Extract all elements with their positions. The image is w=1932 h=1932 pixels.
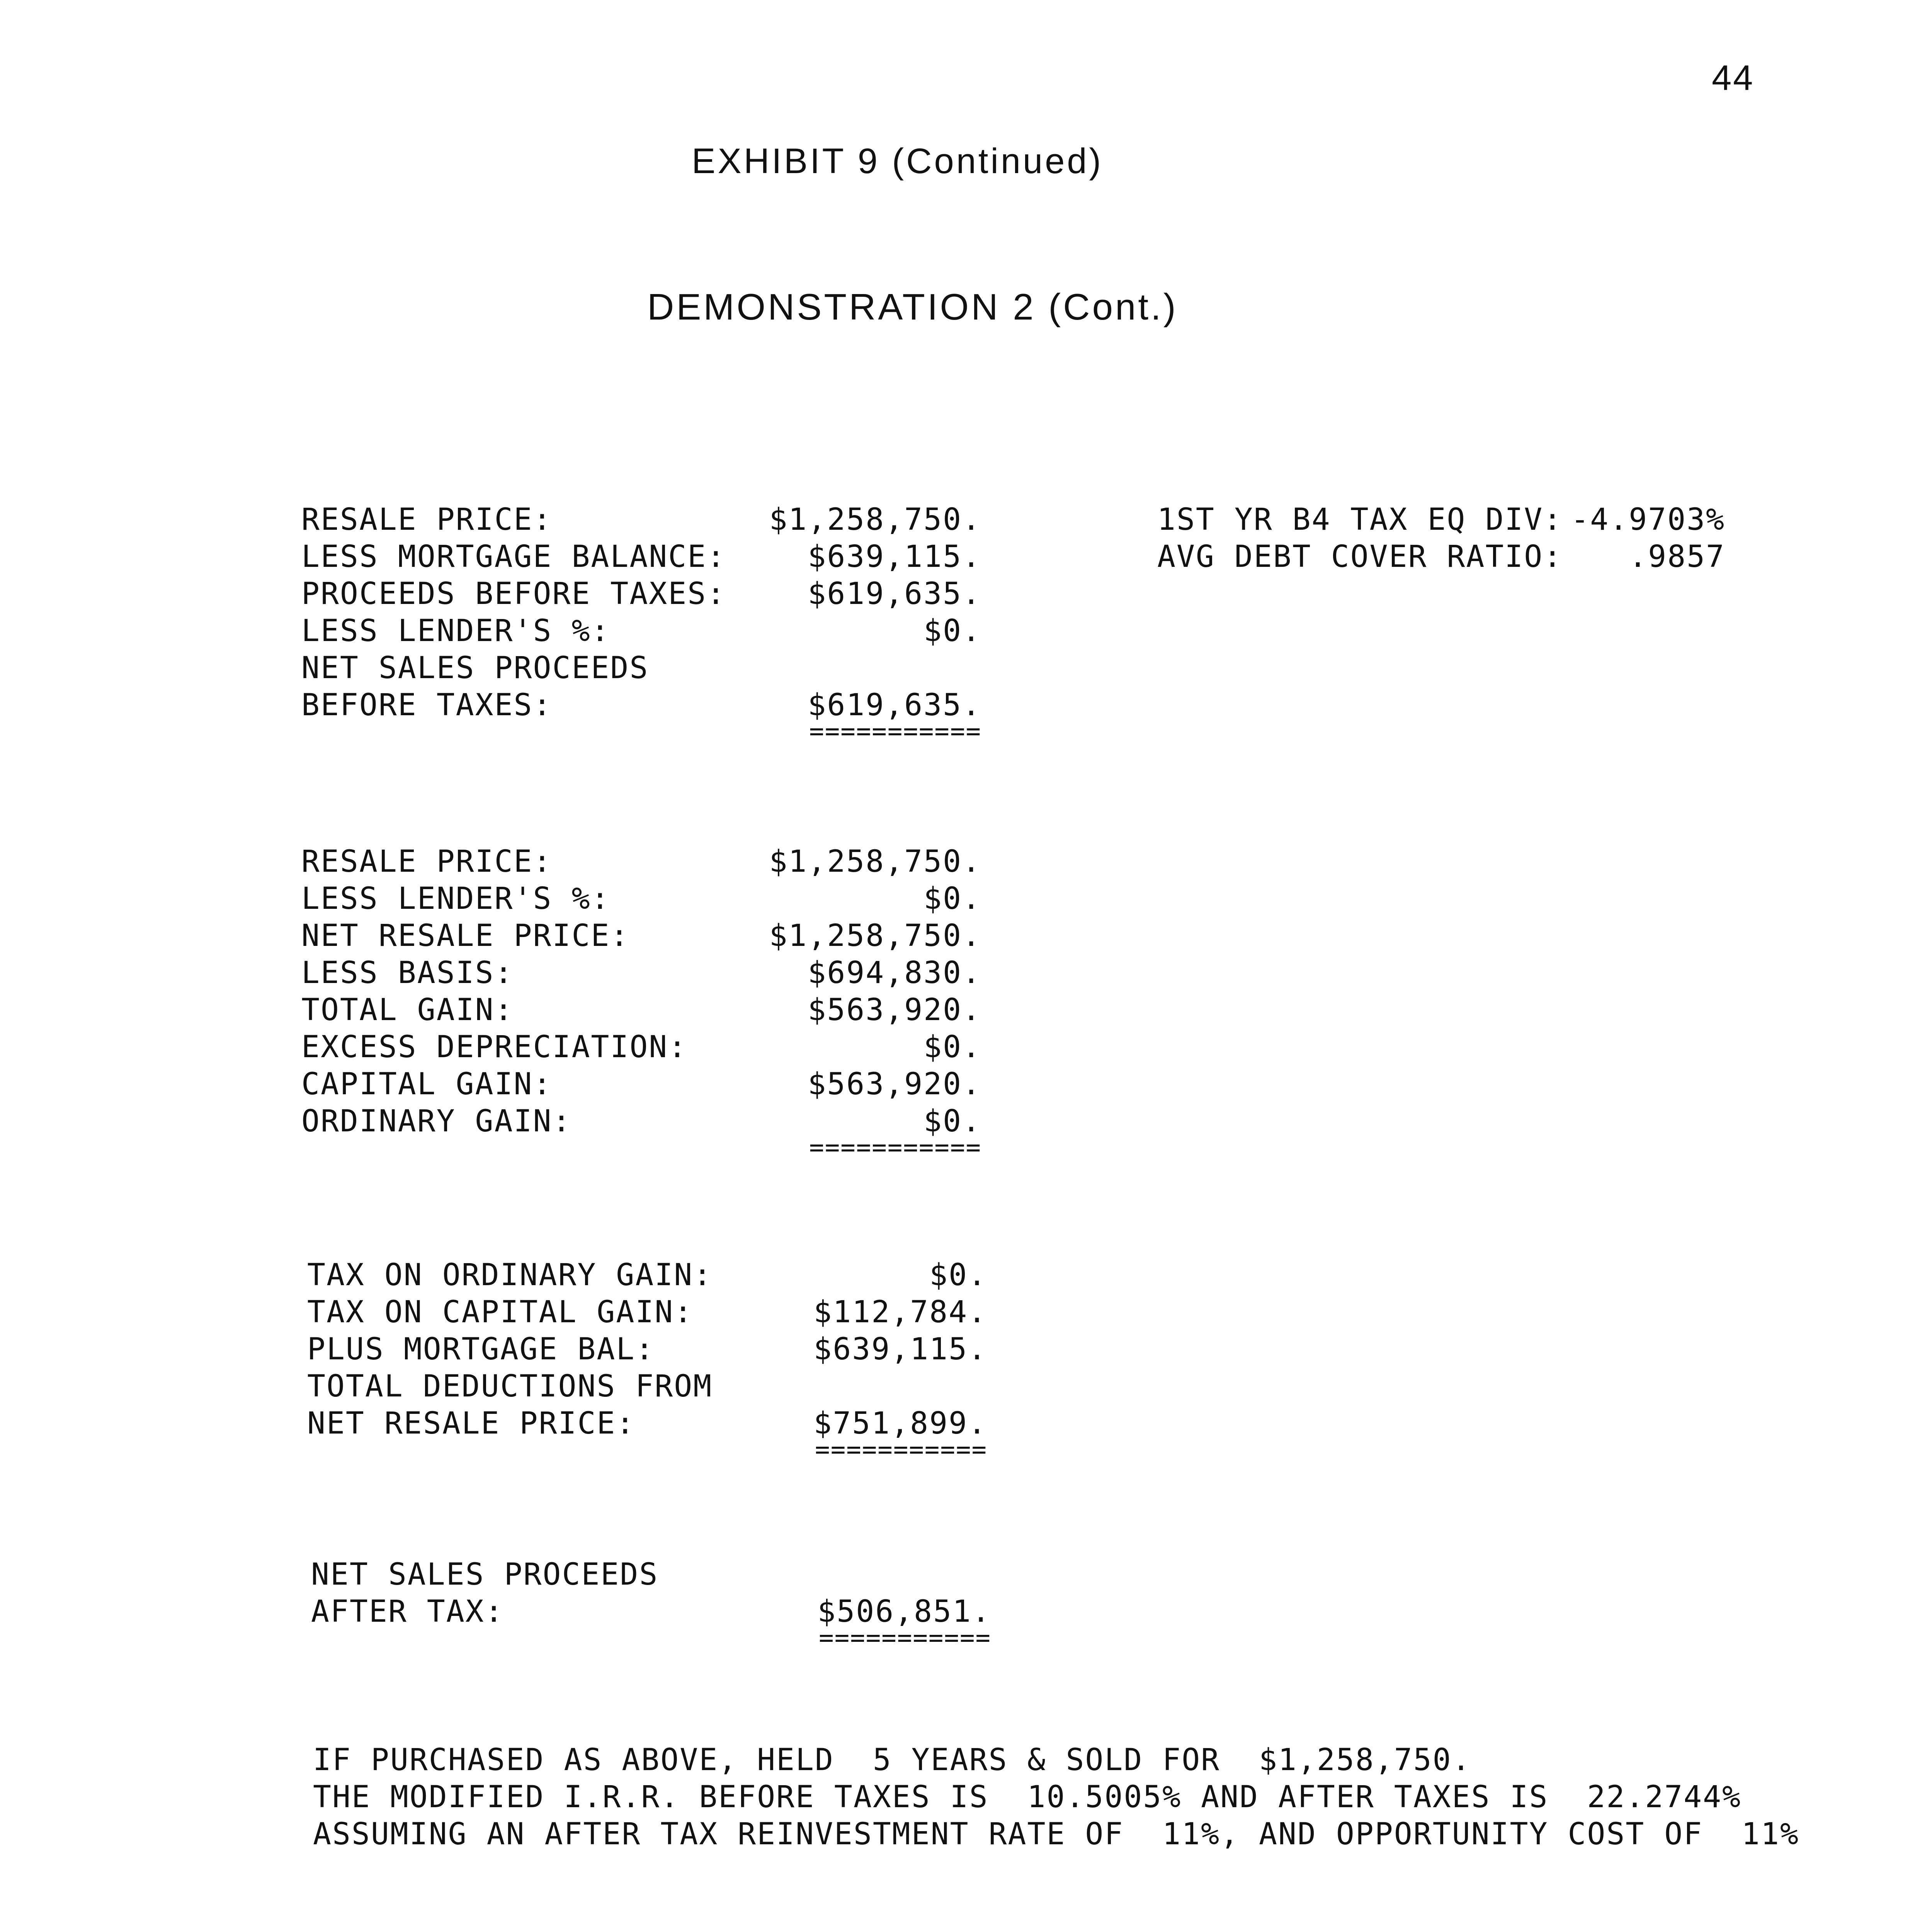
net-proceeds-after-tax-section: [311, 1557, 991, 1658]
row-value: $1,258,750.: [769, 502, 981, 537]
row-label: LESS LENDER'S %:: [301, 881, 611, 916]
row-value: $751,899.: [813, 1406, 987, 1441]
row-label: RESALE PRICE:: [301, 844, 553, 879]
row-value: $1,258,750.: [769, 918, 981, 953]
deductions-section: [307, 1258, 987, 1470]
summary-line: THE MODIFIED I.R.R. BEFORE TAXES IS 10.5005% AND AFTER TAXES IS 22.2744%: [313, 1780, 1742, 1815]
ledger-row: [301, 918, 981, 956]
stats-block: [1157, 502, 1725, 577]
gain-computation-section: [301, 844, 981, 1168]
ledger-row: [301, 993, 981, 1030]
stat-row: [1157, 502, 1725, 539]
ledger-row: [307, 1332, 987, 1369]
row-value: $619,635.: [808, 688, 981, 723]
row-value: $1,258,750.: [769, 844, 981, 879]
ledger-row: [301, 577, 981, 614]
ledger-row: [301, 539, 981, 577]
ledger-row: [301, 881, 981, 918]
row-value: $0.: [923, 1030, 981, 1065]
ledger-row: [301, 1030, 981, 1067]
row-value: $639,115.: [813, 1332, 987, 1367]
ledger-row: [307, 1258, 987, 1295]
ledger-row: [301, 844, 981, 881]
ledger-row: [301, 614, 981, 651]
stat-label: 1ST YR B4 TAX EQ DIV:: [1157, 502, 1563, 537]
double-rule: [301, 717, 981, 752]
ledger-row: [301, 956, 981, 993]
ledger-row: [311, 1557, 991, 1594]
row-value: $563,920.: [808, 1067, 981, 1102]
row-value: $0.: [929, 1258, 987, 1293]
row-value: $0.: [923, 881, 981, 916]
sales-proceeds-before-taxes-section: [301, 502, 981, 752]
ledger-row: [301, 1067, 981, 1104]
row-label: BEFORE TAXES:: [301, 688, 553, 723]
row-label: TOTAL DEDUCTIONS FROM: [307, 1369, 713, 1404]
row-label: TAX ON ORDINARY GAIN:: [307, 1258, 713, 1293]
stat-value: .9857: [1629, 539, 1725, 574]
ledger-row: [307, 1295, 987, 1332]
row-value: $619,635.: [808, 577, 981, 611]
stat-row: [1157, 539, 1725, 577]
stat-label: AVG DEBT COVER RATIO:: [1157, 539, 1563, 574]
row-label: AFTER TAX:: [311, 1594, 504, 1629]
row-value: $639,115.: [808, 539, 981, 574]
irr-summary: [313, 1743, 1799, 1854]
summary-line: ASSUMING AN AFTER TAX REINVESTMENT RATE OF 11%, AND OPPORTUNITY COST OF 11%: [313, 1817, 1799, 1852]
row-value: $563,920.: [808, 993, 981, 1027]
summary-line: IF PURCHASED AS ABOVE, HELD 5 YEARS & SOLD FOR $1,258,750.: [313, 1743, 1471, 1777]
row-label: NET SALES PROCEEDS: [301, 651, 649, 685]
row-label: NET RESALE PRICE:: [301, 918, 630, 953]
row-value: $0.: [923, 1104, 981, 1139]
ledger-row: [307, 1369, 987, 1406]
rule-text: ===========: [809, 1133, 981, 1162]
row-value: $112,784.: [813, 1295, 987, 1330]
row-value: $0.: [923, 614, 981, 648]
row-label: TAX ON CAPITAL GAIN:: [307, 1295, 694, 1330]
exhibit-title: EXHIBIT 9 (Continued): [692, 141, 1104, 181]
row-label: NET RESALE PRICE:: [307, 1406, 636, 1441]
row-label: NET SALES PROCEEDS: [311, 1557, 659, 1592]
row-value: $506,851.: [817, 1594, 991, 1629]
row-label: LESS BASIS:: [301, 956, 514, 990]
row-label: CAPITAL GAIN:: [301, 1067, 553, 1102]
row-label: TOTAL GAIN:: [301, 993, 514, 1027]
row-label: ORDINARY GAIN:: [301, 1104, 572, 1139]
double-rule: [307, 1435, 987, 1470]
row-label: RESALE PRICE:: [301, 502, 553, 537]
double-rule: [301, 1133, 981, 1168]
row-label: LESS LENDER'S %:: [301, 614, 611, 648]
page-number: 44: [1712, 58, 1755, 98]
row-label: PROCEEDS BEFORE TAXES:: [301, 577, 726, 611]
ledger-row: [301, 651, 981, 688]
stat-value: -4.9703%: [1571, 502, 1725, 537]
row-label: LESS MORTGAGE BALANCE:: [301, 539, 726, 574]
demonstration-title: DEMONSTRATION 2 (Cont.): [647, 286, 1178, 328]
rule-text: ===========: [819, 1624, 991, 1652]
row-label: PLUS MORTGAGE BAL:: [307, 1332, 655, 1367]
row-value: $694,830.: [808, 956, 981, 990]
row-label: EXCESS DEPRECIATION:: [301, 1030, 688, 1065]
rule-text: ===========: [809, 717, 981, 746]
rule-text: ===========: [815, 1435, 987, 1464]
double-rule: [311, 1624, 991, 1658]
ledger-row: [301, 502, 981, 539]
